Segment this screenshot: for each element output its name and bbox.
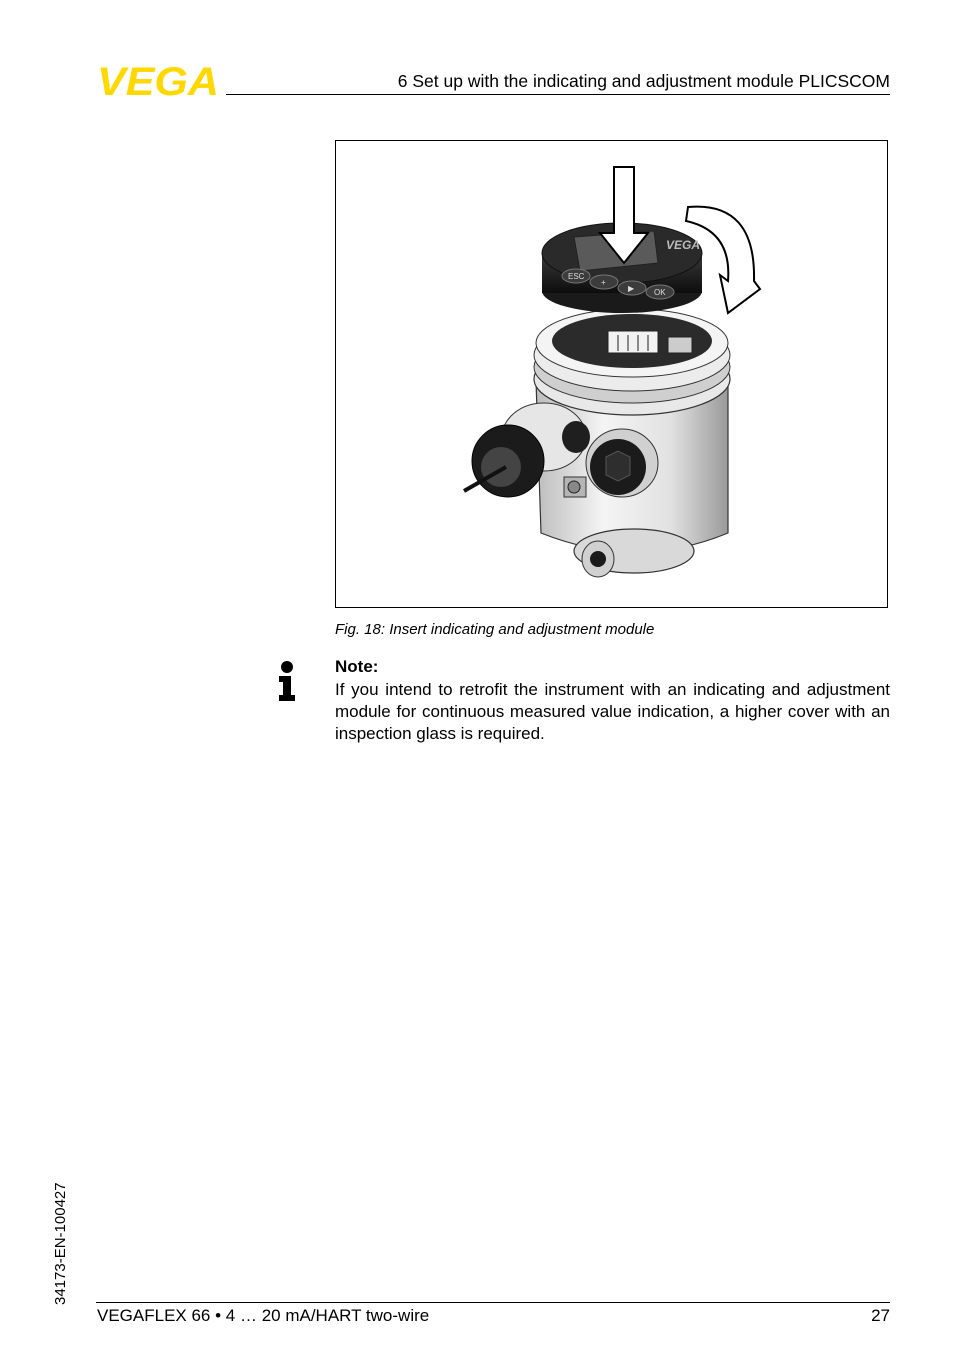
button-label-esc: ESC — [568, 272, 585, 281]
header-rule — [226, 94, 890, 95]
button-label-next: ▶ — [628, 284, 635, 293]
module-logo: VEGA — [666, 238, 701, 252]
button-label-ok: OK — [654, 288, 666, 297]
button-label-plus: + — [601, 278, 606, 287]
figure-frame — [335, 140, 888, 608]
document-id: 34173-EN-100427 — [52, 1182, 69, 1305]
vega-logo-text: VEGA — [97, 64, 219, 98]
page-number: 27 — [871, 1306, 890, 1325]
footer-product: VEGAFLEX 66 • 4 … 20 mA/HART two-wire — [97, 1306, 430, 1325]
note-title: Note: — [335, 657, 379, 676]
note-text: If you intend to retrofit the instrument with an indicating and adjustment module for continuous measured value indication, a higher cover with an inspection glass is required. — [335, 680, 890, 743]
header-section-title: 6 Set up with the indicating and adjustment module PLICSCOM — [397, 71, 890, 91]
vega-logo — [96, 64, 220, 98]
info-icon — [277, 661, 297, 701]
instrument-illustration — [336, 141, 888, 608]
footer-rule — [96, 1302, 890, 1303]
figure-caption: Fig. 18: Insert indicating and adjustment module — [335, 621, 655, 638]
